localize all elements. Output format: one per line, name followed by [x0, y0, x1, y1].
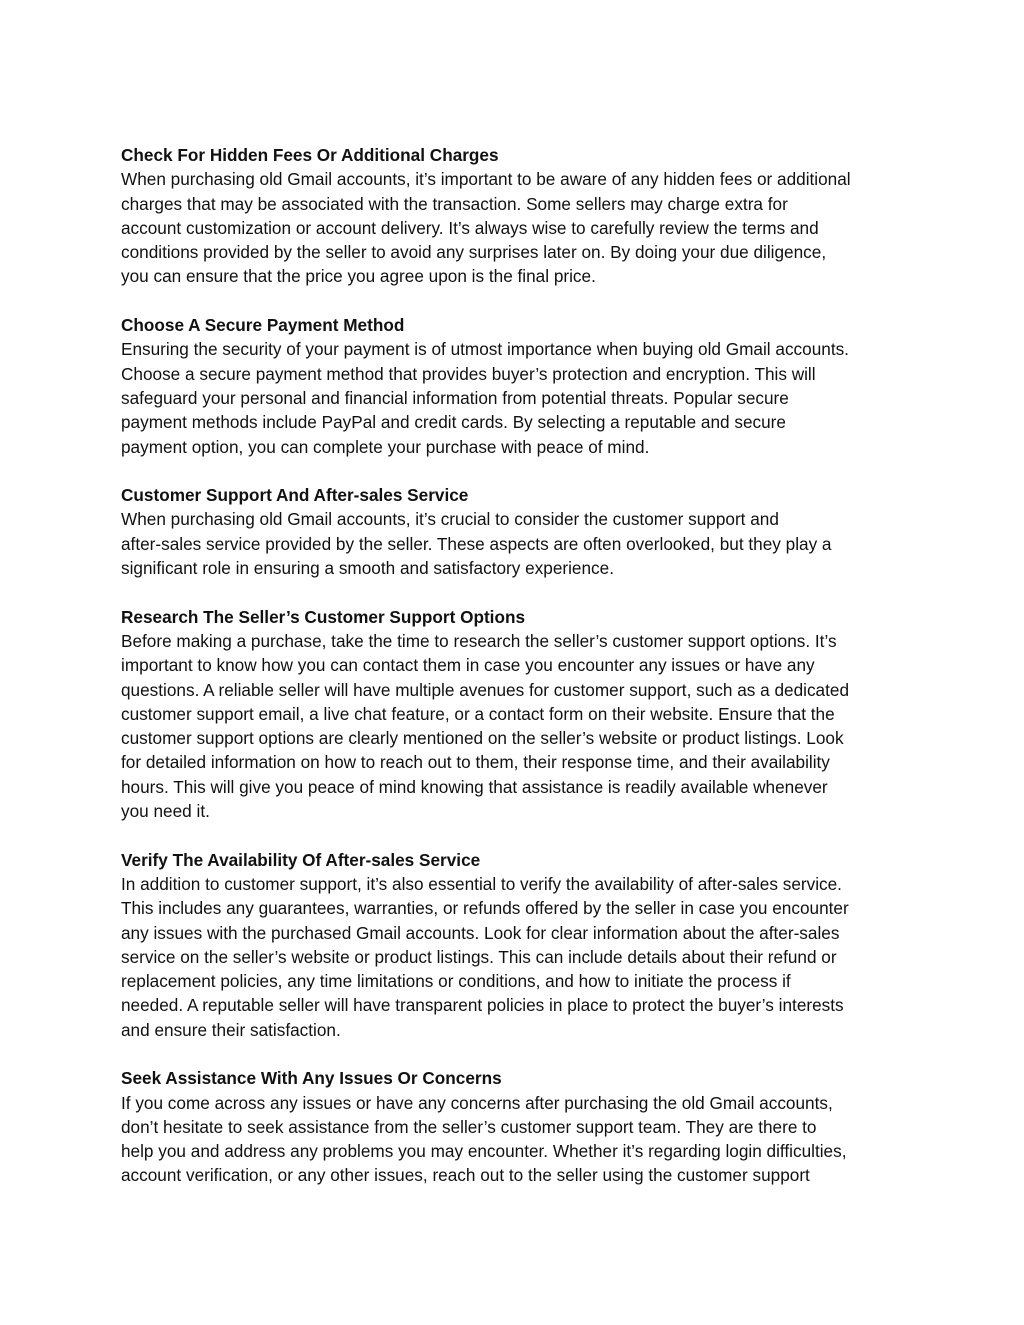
section-paragraph: When purchasing old Gmail accounts, it’s crucial to consider the customer support and after-sales service provided by the seller. These aspects are often overlooked, but they play a significant role in ensuring a smooth and satisfactory experience.	[121, 509, 832, 579]
section-heading: Choose A Secure Payment Method	[121, 315, 405, 336]
section-hidden-fees	[121, 143, 911, 289]
section-paragraph: Before making a purchase, take the time to research the seller’s customer support options. It’s important to know how you can contact them in case you encounter any issues or have any questions. A reliable seller will have multiple avenues for customer support, such as a dedicated customer support email, a live chat feature, or a contact form on their website. Ensure that the customer support options are clearly mentioned on the seller’s website or product listings. Look for detailed information on how to reach out to them, their response time, and their availability hours. This will give you peace of mind knowing that assistance is readily available whenever you need it.	[121, 630, 849, 822]
section-heading: Verify The Availability Of After-sales Service	[121, 849, 481, 870]
section-paragraph: Ensuring the security of your payment is of utmost importance when buying old Gmail accounts. Choose a secure payment method that provides buyer’s protection and encryption. This will safeguard your personal and financial information from potential threats. Popular secure payment methods include PayPal and credit cards. By selecting a reputable and secure payment option, you can complete your purchase with peace of mind.	[121, 339, 849, 457]
section-paragraph: When purchasing old Gmail accounts, it’s important to be aware of any hidden fees or additional charges that may be associated with the transaction. Some sellers may charge extra for account customization or account delivery. It’s always wise to carefully review the terms and conditions provided by the seller to avoid any surprises later on. By doing your due diligence, you can ensure that the price you agree upon is the final price.	[121, 169, 851, 287]
section-heading: Check For Hidden Fees Or Additional Charges	[121, 145, 499, 165]
section-secure-payment	[121, 313, 911, 459]
section-research-support-options	[121, 605, 911, 824]
section-heading: Customer Support And After-sales Service	[121, 485, 469, 506]
section-paragraph: In addition to customer support, it’s also essential to verify the availability of after-sales service. This includes any guarantees, warranties, or refunds offered by the seller in case you encounter any issues with the purchased Gmail accounts. Look for clear information about the after-sales service on the seller’s website or product listings. This can include details about their refund or replacement policies, any time limitations or conditions, and how to initiate the process if needed. A reputable seller will have transparent policies in place to protect the buyer’s interests and ensure their satisfaction.	[121, 873, 849, 1040]
section-heading: Seek Assistance With Any Issues Or Concerns	[121, 1068, 502, 1089]
document-content	[121, 143, 911, 1212]
section-heading: Research The Seller’s Customer Support Options	[121, 606, 525, 627]
section-seek-assistance	[121, 1066, 911, 1187]
section-verify-after-sales	[121, 848, 911, 1042]
section-paragraph: If you come across any issues or have any concerns after purchasing the old Gmail accounts, don’t hesitate to seek assistance from the seller’s customer support team. They are there to help you and address any problems you may encounter. Whether it’s regarding login difficulties, account verification, or any other issues, reach out to the seller using the customer support	[121, 1092, 847, 1186]
section-customer-support	[121, 483, 911, 580]
